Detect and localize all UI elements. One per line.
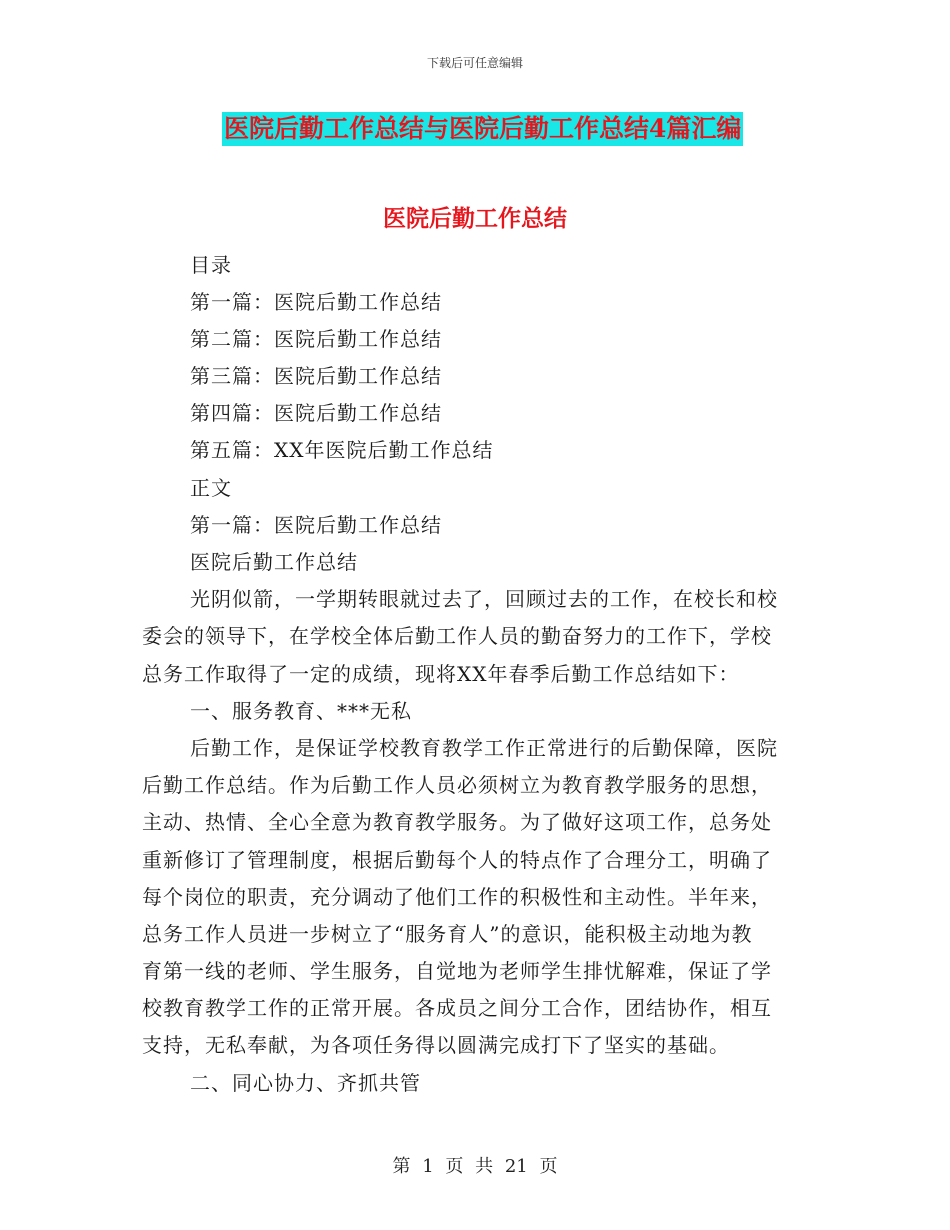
toc-item: 第二篇：医院后勤工作总结 [190,327,442,351]
paragraph-line: 校教育教学工作的正常开展。各成员之间分工合作，团结协作，相互 [142,996,772,1020]
paragraph-line: 总务工作取得了一定的成绩，现将XX年春季后勤工作总结如下： [142,662,740,686]
paragraph-line: 每个岗位的职责，充分调动了他们工作的积极性和主动性。半年来， [142,885,772,909]
page-footer: 第 1 页 共 21 页 [392,1156,558,1177]
section-label: 正文 [190,476,232,500]
section-heading: 一、服务教育、***无私 [190,699,412,723]
header-note: 下载后可任意编辑 [426,56,523,70]
document-sub-title: 医院后勤工作总结 [383,205,567,232]
paragraph-line: 育第一线的老师、学生服务，自觉地为老师学生排忧解难，保证了学 [142,959,772,983]
paragraph-line: 支持，无私奉献，为各项任务得以圆满完成打下了坚实的基础。 [142,1033,730,1057]
toc-item: 第三篇：医院后勤工作总结 [190,364,442,388]
paragraph-line: 总务工作人员进一步树立了“服务育人”的意识，能积极主动地为教 [142,922,753,946]
toc-heading: 目录 [190,253,232,277]
paragraph-line: 委会的领导下，在学校全体后勤工作人员的勤奋努力的工作下，学校 [142,624,772,648]
paragraph-line: 后勤工作，是保证学校教育教学工作正常进行的后勤保障，医院 [190,736,778,760]
toc-item: 第一篇：医院后勤工作总结 [190,290,442,314]
paragraph-line: 重新修订了管理制度，根据后勤每个人的特点作了合理分工，明确了 [142,848,772,872]
doc-title: 医院后勤工作总结 [190,550,358,574]
paragraph-line: 光阴似箭，一学期转眼就过去了，回顾过去的工作，在校长和校 [190,587,778,611]
paragraph-line: 主动、热情、全心全意为教育教学服务。为了做好这项工作，总务处 [142,810,772,834]
toc-item: 第五篇：XX年医院后勤工作总结 [190,438,494,462]
toc-item: 第四篇：医院后勤工作总结 [190,401,442,425]
chapter-title: 第一篇：医院后勤工作总结 [190,513,442,537]
document-main-title: 医院后勤工作总结与医院后勤工作总结4篇汇编 [222,112,743,146]
paragraph-line: 后勤工作总结。作为后勤工作人员必须树立为教育教学服务的思想， [142,773,772,797]
section-heading: 二、同心协力、齐抓共管 [190,1071,421,1095]
